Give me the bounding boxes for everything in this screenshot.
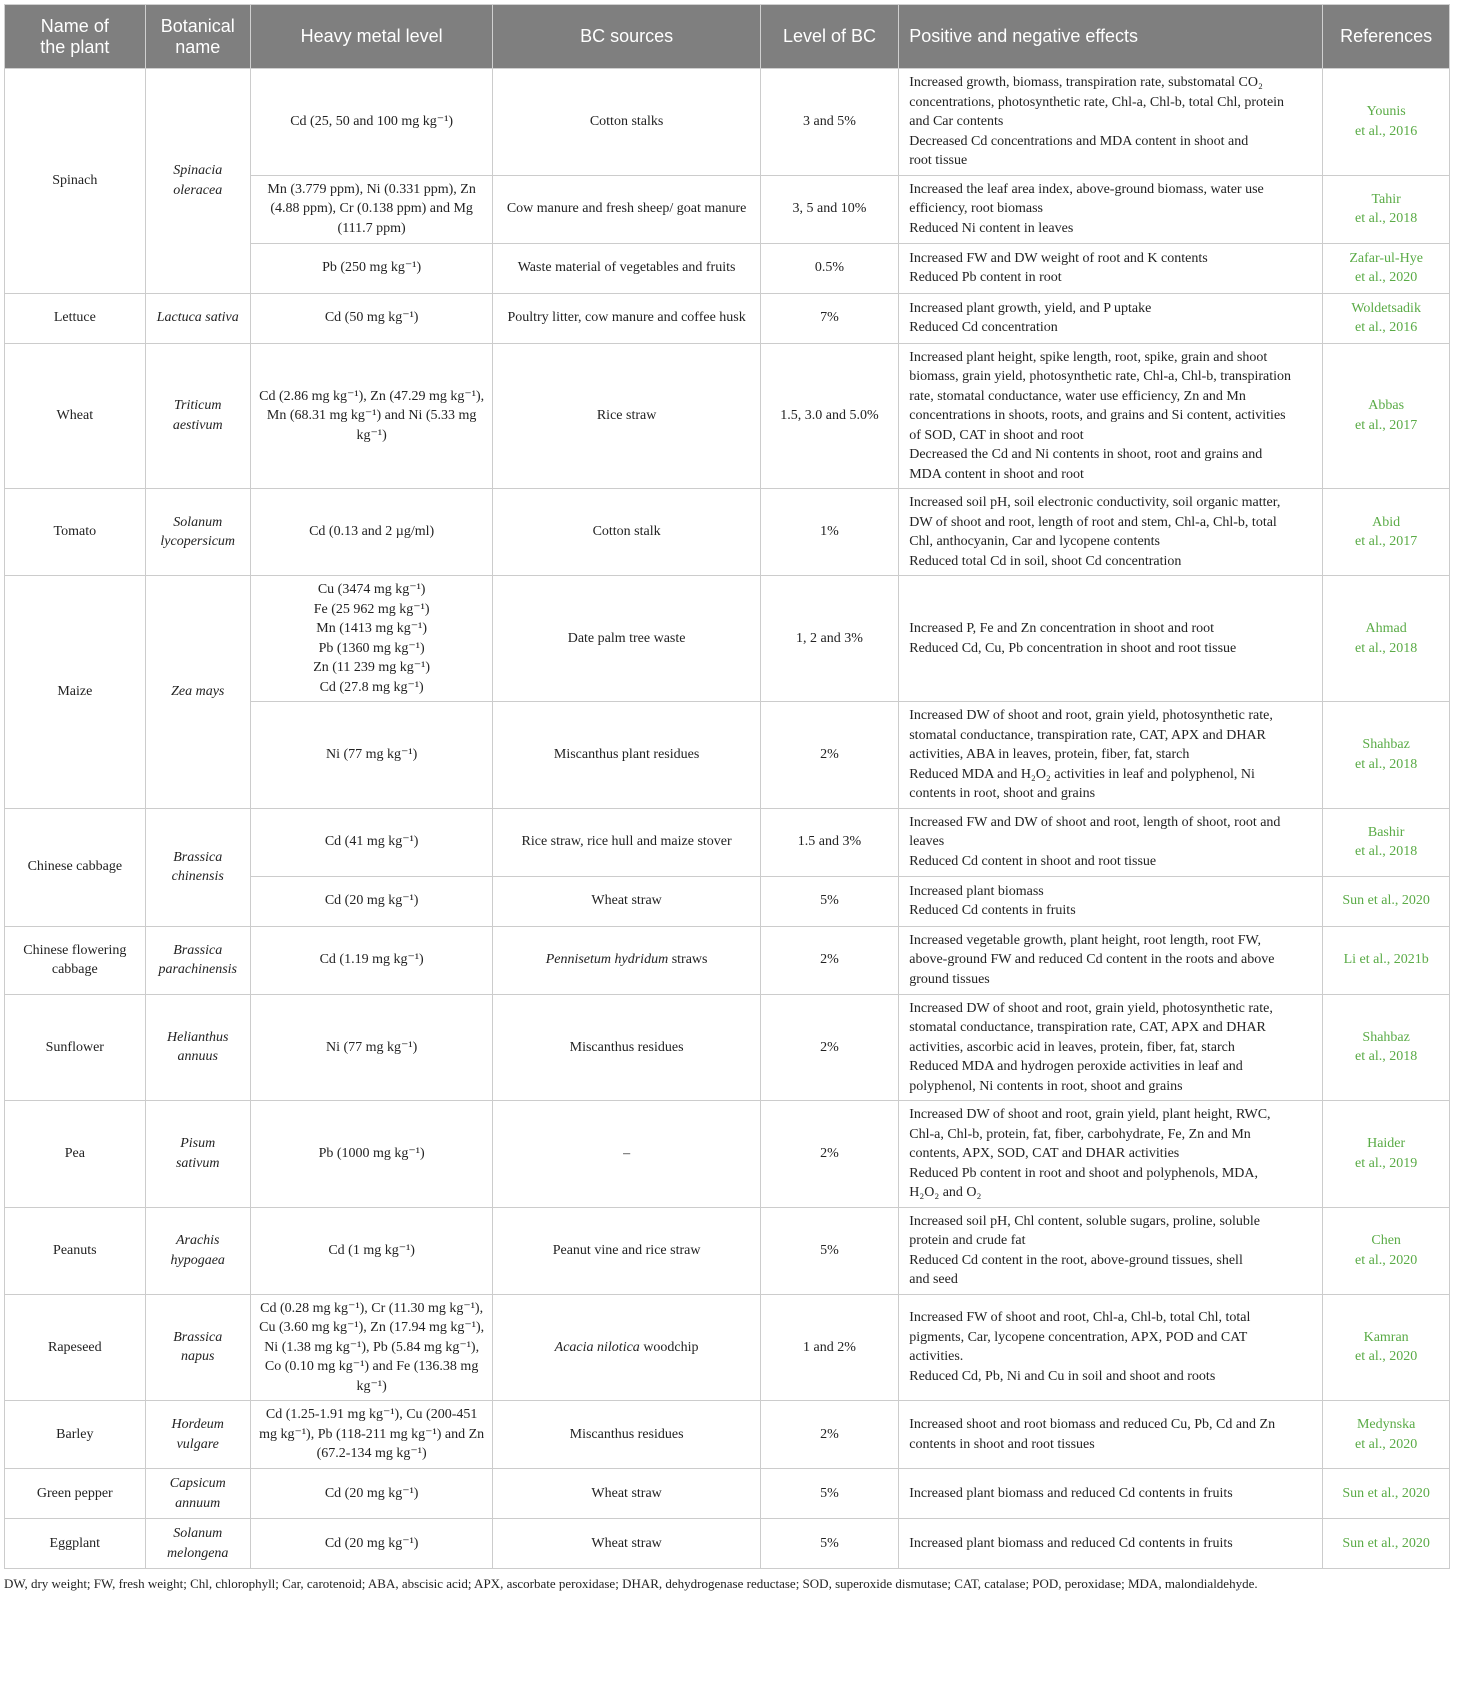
table-row	[5, 1401, 1450, 1469]
header-plant-name-line2: the plant	[40, 36, 110, 57]
table-row	[5, 808, 1450, 876]
plant-name-cell: Wheat	[5, 343, 146, 489]
effects-line: Increased DW of shoot and root, grain yield, plant height, RWC,	[909, 1107, 1271, 1122]
reference-line[interactable]: Sun et al., 2020	[1342, 893, 1430, 909]
reference-line[interactable]: et al., 2019	[1355, 1155, 1418, 1171]
effects-line: Increased DW of shoot and root, grain yield, photosynthetic rate,	[909, 708, 1273, 723]
bc-source-text: straws	[668, 952, 708, 968]
reference-line[interactable]: et al., 2017	[1355, 417, 1418, 433]
effects-line: Chl, anthocyanin, Car and lycopene contents	[909, 534, 1160, 549]
effects-cell	[899, 994, 1323, 1101]
header-botanical-name	[145, 5, 250, 69]
effects-line: Increased growth, biomass, transpiration rate, substomatal CO₂	[909, 75, 1263, 90]
botanical-line: Brassica	[173, 1329, 223, 1345]
effects-line: Increased DW of shoot and root, grain yield, photosynthetic rate,	[909, 1000, 1273, 1016]
botanical-name-cell	[145, 1401, 250, 1469]
bc-source-cell: Miscanthus plant residues	[493, 702, 760, 809]
effects-line: MDA content in shoot and root	[909, 466, 1084, 482]
reference-line[interactable]: Chen	[1371, 1233, 1401, 1248]
reference-line[interactable]: Zafar-ul-Hye	[1349, 250, 1423, 266]
reference-cell	[1323, 1469, 1450, 1519]
botanical-name-cell	[145, 576, 250, 809]
effects-cell	[899, 1519, 1323, 1569]
heavy-metal-cell: Pb (1000 mg kg⁻¹)	[250, 1101, 493, 1208]
effects-line: Reduced Cd, Cu, Pb concentration in shoot and root tissue	[909, 640, 1237, 656]
botanical-line: annuum	[175, 1495, 221, 1511]
reference-line[interactable]: Tahir	[1371, 191, 1401, 207]
effects-line: activities, ABA in leaves, protein, fiber, fat, starch	[909, 747, 1190, 762]
botanical-line: Brassica	[173, 849, 223, 865]
effects-line: protein and crude fat	[909, 1233, 1026, 1248]
effects-line: concentrations in shoots, roots, and grains and Si content, activities	[909, 408, 1286, 423]
reference-cell	[1323, 876, 1450, 926]
reference-cell	[1323, 926, 1450, 994]
table-row	[5, 293, 1450, 343]
effects-line: contents, APX, SOD, CAT and DHAR activities	[909, 1146, 1180, 1161]
plant-name-cell: Lettuce	[5, 293, 146, 343]
bc-level-cell: 1, 2 and 3%	[760, 576, 898, 702]
effects-line: polyphenol, Ni contents in root, shoot and grains	[909, 1078, 1183, 1094]
bc-level-cell: 5%	[760, 1519, 898, 1569]
effects-line: stomatal conductance, transpiration rate, CAT, APX and DHAR	[909, 727, 1266, 743]
reference-line[interactable]: Abbas	[1368, 398, 1405, 414]
effects-line: Increased FW and DW of shoot and root, length of shoot, root and	[909, 814, 1281, 830]
botanical-name-cell	[145, 926, 250, 994]
effects-line: Reduced Cd concentration	[909, 320, 1058, 335]
table-row	[5, 1294, 1450, 1401]
reference-cell	[1323, 1294, 1450, 1401]
heavy-metal-cell: Cd (20 mg kg⁻¹)	[250, 876, 493, 926]
effects-cell	[899, 293, 1323, 343]
botanical-line: Spinacia	[173, 163, 223, 179]
effects-line: activities.	[909, 1349, 964, 1365]
reference-line[interactable]: Haider	[1367, 1136, 1406, 1152]
effects-cell	[899, 243, 1323, 293]
plant-name-cell: Peanuts	[5, 1207, 146, 1294]
botanical-line: vulgare	[176, 1436, 219, 1452]
metal-line: Pb (1360 mg kg⁻¹)	[318, 640, 425, 656]
heavy-metal-cell: Cd (1.19 mg kg⁻¹)	[250, 926, 493, 994]
reference-line[interactable]: Younis	[1366, 104, 1406, 120]
plant-name-cell: Maize	[5, 576, 146, 809]
plant-name-cell: Chinese cabbage	[5, 808, 146, 926]
botanical-line: Solanum	[173, 514, 223, 530]
effects-cell	[899, 489, 1323, 576]
reference-cell	[1323, 293, 1450, 343]
metal-line: Zn (11 239 mg kg⁻¹)	[313, 660, 431, 675]
reference-line[interactable]: et al., 2018	[1355, 756, 1418, 772]
bc-source-cell: Cow manure and fresh sheep/ goat manure	[493, 175, 760, 243]
reference-line[interactable]: et al., 2020	[1355, 1349, 1418, 1365]
botanical-line: Solanum	[173, 1526, 223, 1541]
header-plant-name-line1: Name of	[40, 15, 109, 36]
bc-source-cell: Rice straw, rice hull and maize stover	[493, 808, 760, 876]
heavy-metal-cell: Cd (2.86 mg kg⁻¹), Zn (47.29 mg kg⁻¹), Mn (68.31 mg kg⁻¹) and Ni (5.33 mg kg⁻¹)	[250, 343, 493, 489]
bc-level-cell: 1 and 2%	[760, 1294, 898, 1401]
botanical-line: Brassica	[173, 942, 223, 958]
table-row	[5, 1207, 1450, 1294]
heavy-metal-cell: Cd (0.28 mg kg⁻¹), Cr (11.30 mg kg⁻¹), Cu (3.60 mg kg⁻¹), Zn (17.94 mg kg⁻¹), Ni (1.38 mg kg⁻¹), Pb (5.84 mg kg⁻¹), Co (0.10 mg kg⁻¹) and Fe (136.38 mg kg⁻¹)	[250, 1294, 493, 1401]
header-bc-sources: BC sources	[493, 5, 760, 69]
effects-cell	[899, 343, 1323, 489]
effects-line: Reduced MDA and H₂O₂ activities in leaf and polyphenol, Ni	[909, 766, 1255, 782]
bc-level-cell: 2%	[760, 994, 898, 1101]
botanical-line: aestivum	[172, 417, 223, 433]
metal-line: Fe (25 962 mg kg⁻¹)	[313, 601, 430, 617]
effects-line: Increased plant growth, yield, and P uptake	[909, 300, 1152, 316]
table-row	[5, 489, 1450, 576]
effects-cell	[899, 926, 1323, 994]
effects-line: DW of shoot and root, length of root and stem, Chl-a, Chl-b, total	[909, 514, 1277, 530]
reference-cell	[1323, 69, 1450, 176]
reference-cell	[1323, 808, 1450, 876]
heavy-metal-cell: Ni (77 mg kg⁻¹)	[250, 994, 493, 1101]
bc-level-cell: 7%	[760, 293, 898, 343]
bc-level-cell: 3, 5 and 10%	[760, 175, 898, 243]
reference-cell	[1323, 1519, 1450, 1569]
botanical-line: Zea mays	[171, 684, 225, 699]
effects-line: Increased FW and DW weight of root and K contents	[909, 250, 1208, 266]
effects-line: Decreased the Cd and Ni contents in shoot, root and grains and	[909, 447, 1263, 462]
effects-line: Increased plant biomass and reduced Cd contents in fruits	[909, 1485, 1233, 1501]
bc-level-cell: 5%	[760, 1469, 898, 1519]
reference-cell	[1323, 1207, 1450, 1294]
botanical-line: Hordeum	[171, 1417, 224, 1432]
botanical-line: oleracea	[173, 182, 223, 198]
reference-line[interactable]: Woldetsadik	[1351, 300, 1421, 316]
effects-line: Decreased Cd concentrations and MDA content in shoot and	[909, 133, 1249, 149]
header-effects: Positive and negative effects	[899, 5, 1323, 69]
plant-name-cell: Sunflower	[5, 994, 146, 1101]
bc-source-cell: Wheat straw	[493, 1469, 760, 1519]
effects-line: root tissue	[909, 153, 968, 168]
header-references: References	[1323, 5, 1450, 69]
heavy-metal-cell: Cd (50 mg kg⁻¹)	[250, 293, 493, 343]
effects-line: pigments, Car, lycopene concentration, APX, POD and CAT	[909, 1329, 1248, 1345]
effects-line: Increased soil pH, soil electronic conductivity, soil organic matter,	[909, 495, 1281, 510]
bc-level-cell: 3 and 5%	[760, 69, 898, 176]
botanical-line: melongena	[167, 1545, 229, 1561]
botanical-line: Triticum	[173, 398, 222, 414]
table-row	[5, 1101, 1450, 1208]
heavy-metal-cell: Cd (25, 50 and 100 mg kg⁻¹)	[250, 69, 493, 176]
plant-name-cell: Tomato	[5, 489, 146, 576]
botanical-line: Pisum	[180, 1136, 216, 1152]
botanical-name-cell	[145, 994, 250, 1101]
botanical-line: napus	[181, 1349, 215, 1365]
bc-source-cell: Date palm tree waste	[493, 576, 760, 702]
plant-name-cell: Eggplant	[5, 1519, 146, 1569]
table-row	[5, 994, 1450, 1101]
heavy-metal-cell: Mn (3.779 ppm), Ni (0.331 ppm), Zn (4.88 ppm), Cr (0.138 ppm) and Mg (111.7 ppm)	[250, 175, 493, 243]
botanical-name-cell	[145, 293, 250, 343]
plant-name-cell: Barley	[5, 1401, 146, 1469]
effects-cell	[899, 69, 1323, 176]
botanical-line: hypogaea	[170, 1252, 225, 1268]
heavy-metal-cell	[250, 576, 493, 702]
botanical-line: chinensis	[171, 869, 224, 884]
reference-line[interactable]: et al., 2018	[1355, 640, 1418, 656]
effects-cell	[899, 1401, 1323, 1469]
reference-cell	[1323, 1101, 1450, 1208]
reference-line[interactable]: Ahmad	[1365, 621, 1407, 636]
effects-line: and seed	[909, 1272, 958, 1287]
effects-line: above-ground FW and reduced Cd content in the roots and above	[909, 952, 1275, 968]
botanical-line: Arachis	[175, 1233, 220, 1248]
header-level-of-bc: Level of BC	[760, 5, 898, 69]
heavy-metal-cell: Cd (1.25-1.91 mg kg⁻¹), Cu (200-451 mg kg⁻¹), Pb (118-211 mg kg⁻¹) and Zn (67.2-134 mg kg⁻¹)	[250, 1401, 493, 1469]
effects-line: Reduced Pb content in root and shoot and polyphenols, MDA,	[909, 1165, 1259, 1181]
plant-name-cell: Spinach	[5, 69, 146, 294]
bc-source-cell: Miscanthus residues	[493, 994, 760, 1101]
effects-line: Reduced Cd, Pb, Ni and Cu in soil and shoot and roots	[909, 1368, 1216, 1384]
bc-level-cell: 1.5, 3.0 and 5.0%	[760, 343, 898, 489]
reference-line[interactable]: Kamran	[1363, 1329, 1409, 1345]
header-row	[5, 5, 1450, 69]
effects-line: Chl-a, Chl-b, protein, fat, fiber, carbohydrate, Fe, Zn and Mn	[909, 1126, 1251, 1142]
header-plant-name	[5, 5, 146, 69]
reference-line[interactable]: et al., 2016	[1355, 123, 1418, 139]
reference-line[interactable]: Medynska	[1356, 1417, 1416, 1432]
reference-line[interactable]: et al., 2018	[1355, 211, 1418, 226]
reference-cell	[1323, 702, 1450, 809]
effects-line: Increased FW of shoot and root, Chl-a, Chl-b, total Chl, total	[909, 1310, 1251, 1326]
effects-line: Increased the leaf area index, above-ground biomass, water use	[909, 181, 1264, 197]
header-heavy-metal-level: Heavy metal level	[250, 5, 493, 69]
effects-line: Increased P, Fe and Zn concentration in shoot and root	[909, 621, 1215, 636]
reference-line[interactable]: et al., 2016	[1355, 320, 1418, 335]
table-row	[5, 343, 1450, 489]
reference-line[interactable]: Li et al., 2021b	[1343, 952, 1429, 968]
bc-source-cell: Miscanthus residues	[493, 1401, 760, 1469]
table-row	[5, 576, 1450, 702]
effects-line: Reduced total Cd in soil, shoot Cd concentration	[909, 553, 1182, 569]
heavy-metal-cell: Ni (77 mg kg⁻¹)	[250, 702, 493, 809]
effects-cell	[899, 1294, 1323, 1401]
effects-cell	[899, 876, 1323, 926]
effects-line: efficiency, root biomass	[909, 201, 1043, 217]
bc-source-cell: Rice straw	[493, 343, 760, 489]
reference-line[interactable]: et al., 2018	[1355, 1049, 1418, 1065]
bc-level-cell: 2%	[760, 1101, 898, 1208]
reference-line[interactable]: Shahbaz	[1362, 1029, 1410, 1045]
effects-line: Increased vegetable growth, plant height, root length, root FW,	[909, 932, 1261, 948]
bc-source-cell: Cotton stalks	[493, 69, 760, 176]
botanical-line: sativum	[175, 1155, 220, 1171]
effects-line: and Car contents	[909, 114, 1004, 129]
effects-line: Increased soil pH, Chl content, soluble sugars, proline, soluble	[909, 1213, 1260, 1229]
bc-source-cell	[493, 1294, 760, 1401]
botanical-name-cell	[145, 1469, 250, 1519]
effects-line: ground tissues	[909, 971, 990, 987]
bc-source-cell: Waste material of vegetables and fruits	[493, 243, 760, 293]
bc-level-cell: 2%	[760, 702, 898, 809]
effects-cell	[899, 1101, 1323, 1208]
effects-line: activities, ascorbic acid in leaves, protein, fiber, fat, starch	[909, 1039, 1235, 1055]
reference-line[interactable]: Sun et al., 2020	[1342, 1535, 1430, 1551]
bc-source-italic: Acacia nilotica	[554, 1339, 640, 1355]
reference-cell	[1323, 1401, 1450, 1469]
bc-source-cell: Poultry litter, cow manure and coffee husk	[493, 293, 760, 343]
bc-level-cell: 2%	[760, 926, 898, 994]
reference-cell	[1323, 175, 1450, 243]
botanical-name-cell	[145, 69, 250, 294]
effects-cell	[899, 1207, 1323, 1294]
reference-line[interactable]: et al., 2020	[1355, 1436, 1418, 1452]
effects-line: Reduced MDA and hydrogen peroxide activities in leaf and	[909, 1059, 1243, 1074]
bc-source-cell: Wheat straw	[493, 876, 760, 926]
botanical-line: lycopersicum	[160, 534, 236, 549]
reference-line[interactable]: Bashir	[1367, 824, 1405, 840]
metal-line: Cu (3474 mg kg⁻¹)	[317, 582, 426, 597]
heavy-metal-cell: Cd (0.13 and 2 µg/ml)	[250, 489, 493, 576]
table-footnote: DW, dry weight; FW, fresh weight; Chl, chlorophyll; Car, carotenoid; ABA, abscisic acid; APX, ascorbate peroxidase; DHAR, dehydrogenase reductase; SOD, superoxide dismutase; CAT, catalase; POD, peroxidase; MDA, malondialdehyde.	[4, 1576, 1258, 1591]
effects-line: Reduced Pb content in root	[909, 270, 1062, 285]
bc-source-cell: Wheat straw	[493, 1519, 760, 1569]
effects-cell	[899, 808, 1323, 876]
botanical-name-cell	[145, 1207, 250, 1294]
effects-line: leaves	[909, 834, 945, 850]
table-row	[5, 926, 1450, 994]
effects-line: rate, stomatal conductance, water use efficiency, Zn and Mn	[909, 388, 1246, 404]
botanical-line: Helianthus	[167, 1029, 229, 1045]
plant-name-cell: Chinese flowering cabbage	[5, 926, 146, 994]
effects-line: Increased shoot and root biomass and reduced Cu, Pb, Cd and Zn	[909, 1417, 1276, 1432]
effects-line: Increased plant biomass	[909, 883, 1044, 899]
reference-cell	[1323, 343, 1450, 489]
effects-line: Reduced Cd contents in fruits	[909, 903, 1076, 918]
botanical-name-cell	[145, 1101, 250, 1208]
table-row	[5, 1469, 1450, 1519]
botanical-name-cell	[145, 808, 250, 926]
heavy-metal-cell: Cd (20 mg kg⁻¹)	[250, 1519, 493, 1569]
botanical-line: parachinensis	[158, 962, 237, 977]
effects-line: Reduced Cd content in the root, above-ground tissues, shell	[909, 1252, 1243, 1268]
botanical-name-cell	[145, 489, 250, 576]
bc-level-cell: 5%	[760, 876, 898, 926]
reference-line[interactable]: et al., 2020	[1355, 270, 1418, 285]
reference-cell	[1323, 994, 1450, 1101]
table-row	[5, 69, 1450, 176]
reference-line[interactable]: Abid	[1372, 514, 1401, 530]
effects-line: contents in shoot and root tissues	[909, 1436, 1095, 1452]
effects-line: Reduced Ni content in leaves	[909, 220, 1074, 236]
reference-line[interactable]: et al., 2018	[1355, 844, 1418, 859]
table-row	[5, 1519, 1450, 1569]
effects-line: Increased plant height, spike length, root, spike, grain and shoot	[909, 349, 1268, 365]
heavy-metal-cell: Cd (1 mg kg⁻¹)	[250, 1207, 493, 1294]
plant-name-cell: Green pepper	[5, 1469, 146, 1519]
bc-source-cell: Peanut vine and rice straw	[493, 1207, 760, 1294]
reference-cell	[1323, 243, 1450, 293]
bc-source-text: woodchip	[639, 1339, 699, 1355]
bc-level-cell: 2%	[760, 1401, 898, 1469]
effects-line: stomatal conductance, transpiration rate, CAT, APX and DHAR	[909, 1020, 1266, 1035]
effects-cell	[899, 576, 1323, 702]
reference-line[interactable]: et al., 2017	[1355, 534, 1418, 549]
bc-level-cell: 1%	[760, 489, 898, 576]
table-body	[5, 69, 1450, 1569]
botanical-name-cell	[145, 343, 250, 489]
botanical-name-cell	[145, 1294, 250, 1401]
effects-cell	[899, 702, 1323, 809]
botanical-line: Capsicum	[169, 1476, 226, 1491]
metal-line: Cd (27.8 mg kg⁻¹)	[319, 679, 424, 695]
effects-line: contents in root, shoot and grains	[909, 786, 1096, 801]
botanical-line: Lactuca sativa	[156, 310, 239, 326]
plant-name-cell: Pea	[5, 1101, 146, 1208]
plant-name-cell: Rapeseed	[5, 1294, 146, 1401]
heavy-metal-cell: Cd (41 mg kg⁻¹)	[250, 808, 493, 876]
effects-cell	[899, 175, 1323, 243]
reference-cell	[1323, 576, 1450, 702]
reference-cell	[1323, 489, 1450, 576]
bc-level-cell: 0.5%	[760, 243, 898, 293]
header-botanical-line1: Botanical	[160, 15, 235, 36]
effects-line: H₂O₂ and O₂	[909, 1185, 982, 1200]
reference-line[interactable]: Shahbaz	[1362, 737, 1410, 753]
heavy-metal-cell: Cd (20 mg kg⁻¹)	[250, 1469, 493, 1519]
reference-line[interactable]: Sun et al., 2020	[1342, 1485, 1430, 1501]
botanical-line: annuus	[177, 1049, 218, 1065]
effects-line: concentrations, photosynthetic rate, Chl-a, Chl-b, total Chl, protein	[909, 94, 1285, 110]
metal-line: Mn (1413 mg kg⁻¹)	[316, 621, 427, 636]
reference-line[interactable]: et al., 2020	[1355, 1252, 1418, 1268]
bc-source-cell	[493, 926, 760, 994]
bc-source-cell: –	[493, 1101, 760, 1208]
effects-line: biomass, grain yield, photosynthetic rate, Chl-a, Chl-b, transpiration	[909, 369, 1292, 384]
effects-line: Increased plant biomass and reduced Cd contents in fruits	[909, 1535, 1233, 1551]
header-botanical-line2: name	[175, 36, 221, 57]
botanical-name-cell	[145, 1519, 250, 1569]
bc-source-italic: Pennisetum hydridum	[545, 952, 669, 968]
bc-level-cell: 1.5 and 3%	[760, 808, 898, 876]
bc-level-cell: 5%	[760, 1207, 898, 1294]
data-table	[4, 4, 1450, 1569]
heavy-metal-cell: Pb (250 mg kg⁻¹)	[250, 243, 493, 293]
effects-cell	[899, 1469, 1323, 1519]
effects-line: of SOD, CAT in shoot and root	[909, 427, 1084, 443]
effects-line: Reduced Cd content in shoot and root tissue	[909, 853, 1157, 869]
bc-source-cell: Cotton stalk	[493, 489, 760, 576]
